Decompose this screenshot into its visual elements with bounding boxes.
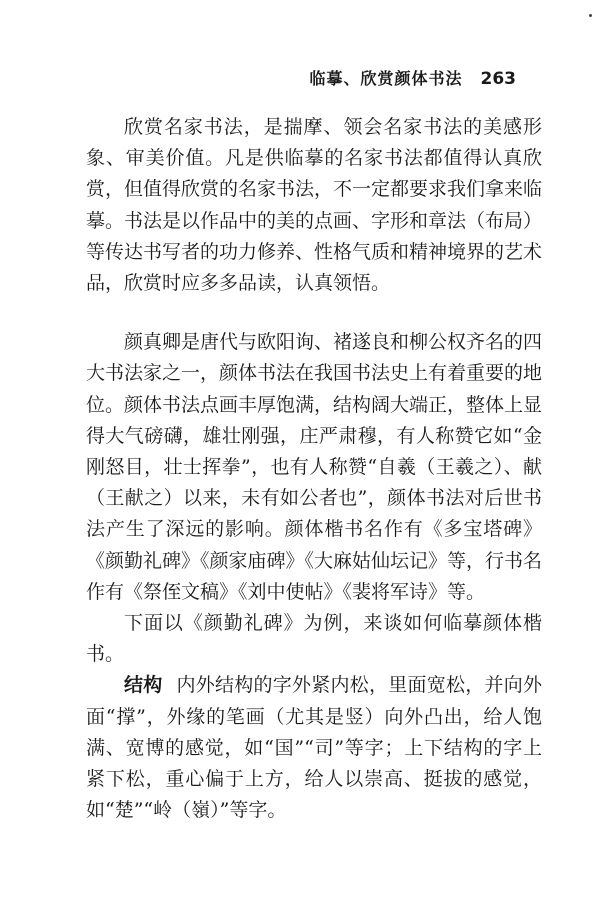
paragraph-intro: 下面以《颜勤礼碑》为例，来谈如何临摹颜体楷书。	[86, 612, 542, 666]
section-lead-structure: 结构	[124, 674, 163, 697]
running-header	[60, 66, 516, 92]
structure-text: 内外结构的字外紧内松，里面宽松，并向外面“撑”，外缘的笔画（尤其是竖）向外凸出，给人饱满、宽博的感觉，如“国”“司”等字；上下结构的字上紧下松，重心偏于上方，给人以崇高、挺拔的感觉，如“楚”“岭（嶺）”等字。	[86, 674, 542, 822]
paragraph-appreciation: 欣赏名家书法，是揣摩、领会名家书法的美感形象、审美价值。凡是供临摹的名家书法都值得认真欣赏，但值得欣赏的名家书法，不一定都要求我们拿来临摹。书法是以作品中的美的点画、字形和章法（布局）等传达书写者的功力修养、性格气质和精神境界的艺术品，欣赏时应多多品读，认真领悟。	[86, 116, 543, 295]
page-number: 263	[480, 69, 516, 89]
chapter-title: 临摹、欣赏颜体书法	[309, 69, 463, 88]
paragraph-structure	[86, 670, 542, 826]
scan-speck	[589, 14, 592, 17]
body-text	[86, 112, 542, 826]
paragraph-yan-zhenqing: 颜真卿是唐代与欧阳询、褚遂良和柳公权齐名的四大书法家之一，颜体书法在我国书法史上有着重要的地位。颜体书法点画丰厚饱满，结构阔大端正，整体上显得大气磅礴，雄壮刚强，庄严肃穆，有人称赞它如“金刚怒目，壮士挥拳”，也有人称赞“自羲（王羲之）、献（王献之）以来，未有如公者也”，颜体书法对后世书法产生了深远的影响。颜体楷书名作有《多宝塔碑》《颜勤礼碑》《颜家庙碑》《大麻姑仙坛记》等，行书名作有《祭侄文稿》《刘中使帖》《裴将军诗》等。	[86, 331, 543, 603]
